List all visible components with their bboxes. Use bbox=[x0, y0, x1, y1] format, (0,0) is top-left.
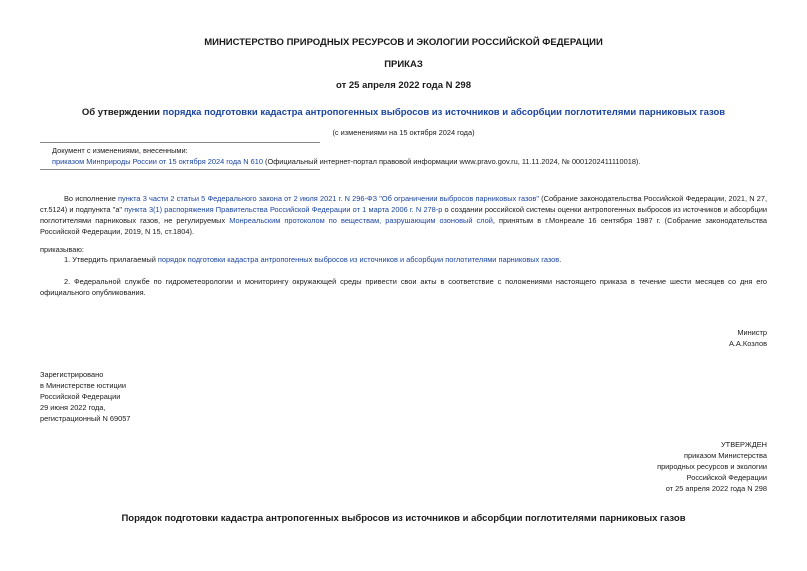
signatory-position: Министр bbox=[737, 328, 767, 337]
procedure-link[interactable]: порядок подготовки кадастра антропогенных выбросов из источников и абсорбции поглотителями парниковых газов bbox=[157, 255, 560, 264]
approval-line: приказом Министерства bbox=[684, 451, 767, 460]
preamble-text-3: о создании российской системы оценки антропогенных выбросов из источников и абсорбции поглотителями парниковых газов, не регулируемых bbox=[40, 205, 767, 225]
item1-prefix: 1. Утвердить прилагаемый bbox=[64, 255, 158, 264]
approval-line: УТВЕРЖДЕН bbox=[720, 440, 767, 449]
registration-line: 29 июня 2022 года, bbox=[40, 403, 106, 412]
changes-bottom-rule bbox=[40, 169, 320, 170]
amending-order-link[interactable]: приказом Минприроды России от 15 октября 2024 года N 610 bbox=[52, 157, 263, 166]
registration-line: Российской Федерации bbox=[40, 392, 121, 401]
changes-publication: (Официальный интернет-портал правовой информации www.pravo.gov.ru, 11.11.2024, № 0001202411110018). bbox=[262, 157, 641, 166]
federal-law-link[interactable]: пункта 3 части 2 статьи 5 Федерального закона от 2 июля 2021 г. N 296-ФЗ "Об ограничении выбросов парниковых газов" bbox=[118, 194, 539, 203]
ministry-heading: МИНИСТЕРСТВО ПРИРОДНЫХ РЕСУРСОВ И ЭКОЛОГИИ РОССИЙСКОЙ ФЕДЕРАЦИИ bbox=[204, 37, 603, 48]
order-word: приказываю: bbox=[40, 245, 84, 254]
government-order-link[interactable]: пункта 3(1) распоряжения Правительства Российской Федерации от 1 марта 2006 г. N 278-р bbox=[124, 205, 443, 214]
preamble-paragraph bbox=[40, 193, 767, 237]
montreal-protocol-link[interactable]: Монреальским протоколом по веществам, разрушающим озоновый слой bbox=[229, 216, 493, 225]
item1-suffix: . bbox=[559, 255, 562, 264]
approval-line: от 25 апреля 2022 года N 298 bbox=[665, 484, 767, 493]
title-link[interactable]: порядка подготовки кадастра антропогенных выбросов из источников и абсорбции поглотителями парниковых газов bbox=[162, 107, 726, 118]
registration-line: регистрационный N 69057 bbox=[40, 414, 131, 423]
annex-title: Порядок подготовки кадастра антропогенных выбросов из источников и абсорбции поглотителями парниковых газов bbox=[121, 513, 686, 524]
date-number: от 25 апреля 2022 года N 298 bbox=[336, 80, 471, 91]
changes-entry bbox=[52, 156, 772, 167]
preamble-text-1: Во исполнение bbox=[64, 194, 119, 203]
changes-label: Документ с изменениями, внесенными: bbox=[52, 146, 188, 155]
changes-top-rule bbox=[40, 142, 320, 143]
preamble-text-2: (Собрание законодательства Российской Федерации, 2021, N 27, ст.5124) и подпункта "а" bbox=[40, 194, 767, 214]
document-title bbox=[0, 107, 807, 118]
preamble-text-4: , принятым в г.Монреале 16 сентября 1987 г. (Собрание законодательства Российской Федерации, 2019, N 15, ст.1804). bbox=[40, 216, 767, 236]
amendments-note: (с изменениями на 15 октября 2024 года) bbox=[332, 128, 475, 137]
order-item-1 bbox=[64, 254, 767, 265]
registration-block bbox=[40, 369, 290, 424]
registration-line: в Министерстве юстиции bbox=[40, 381, 127, 390]
signatory-name: А.А.Козлов bbox=[728, 339, 767, 348]
registration-line: Зарегистрировано bbox=[40, 370, 104, 379]
doc-type-heading: ПРИКАЗ bbox=[384, 59, 423, 70]
approval-block bbox=[520, 439, 767, 494]
approval-line: Российской Федерации bbox=[686, 473, 767, 482]
order-item-2: 2. Федеральной службе по гидрометеорологии и мониторингу окружающей среды привести свои акты в соответствие с положениями настоящего приказа в течение шести месяцев со дня его официального опубликования. bbox=[40, 277, 767, 297]
approval-line: природных ресурсов и экологии bbox=[657, 462, 767, 471]
title-prefix: Об утверждении bbox=[81, 107, 163, 118]
